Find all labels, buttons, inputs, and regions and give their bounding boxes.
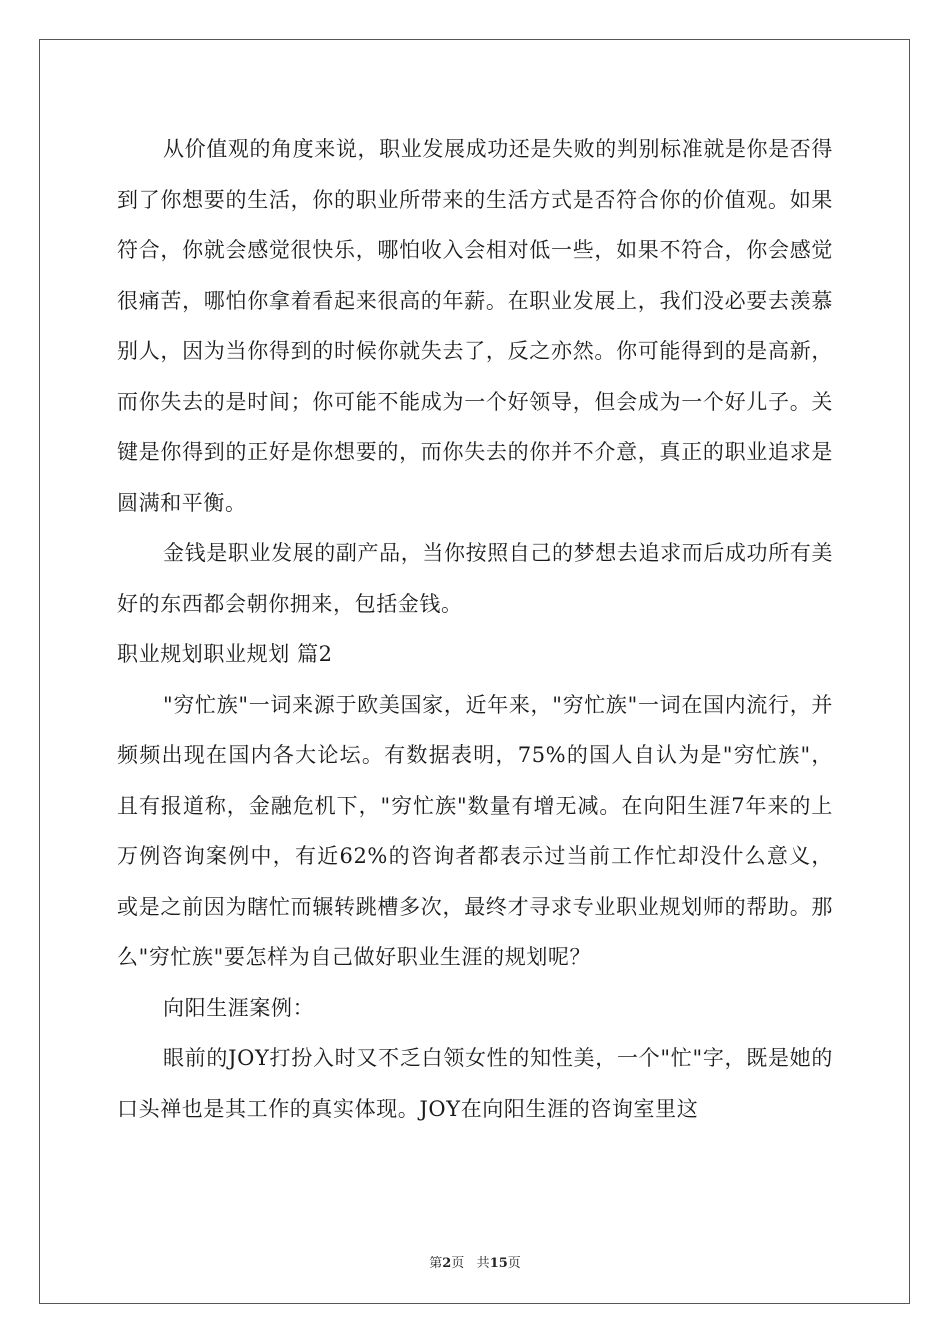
paragraph-case-title: 向阳生涯案例： <box>163 995 315 1020</box>
footer-total-prefix: 共 <box>476 1256 490 1271</box>
footer-page-prefix: 第 <box>429 1256 443 1271</box>
paragraph-money: 金钱是职业发展的副产品，当你按照自己的梦想去追求而后成功所有美好的东西都会朝你拥来，包括金钱。 <box>117 541 833 616</box>
paragraph-values: 从价值观的角度来说，职业发展成功还是失败的判别标准就是你是否得到了你想要的生活，你的职业所带来的生活方式是否符合你的价值观。如果符合，你就会感觉很快乐，哪怕收入会相对低一些，如果不符合，你会感觉很痛苦，哪怕你拿着看起来很高的年薪。在职业发展上，我们没必要去羡慕别人，因为当你得到的时候你就失去了，反之亦然。你可能得到的是高新，而你失去的是时间；你可能不能成为一个好领导，但会成为一个好儿子。关键是你得到的正好是你想要的，而你失去的你并不介意，真正的职业追求是圆满和平衡。 <box>117 137 833 515</box>
section-heading: 职业规划职业规划 篇2 <box>117 642 333 666</box>
footer-total-suffix: 页 <box>507 1256 521 1271</box>
paragraph-working-poor: "穷忙族"一词来源于欧美国家，近年来，"穷忙族"一词在国内流行，并频频出现在国内各大论坛。有数据表明，75%的国人自认为是"穷忙族"，且有报道称，金融危机下，"穷忙族"数量有增无减。在向阳生涯7年来的上万例咨询案例中，有近62%的咨询者都表示过当前工作忙却没什么意义，或是之前因为瞎忙而辗转跳槽多次，最终才寻求专业职业规划师的帮助。那么"穷忙族"要怎样为自己做好职业生涯的规划呢？ <box>117 692 833 969</box>
document-body <box>117 124 833 1134</box>
paragraph-joy-case: 眼前的JOY打扮入时又不乏白领女性的知性美，一个"忙"字，既是她的口头禅也是其工作的真实体现。JOY在向阳生涯的咨询室里这 <box>117 1046 833 1121</box>
footer-page-number: 2 <box>442 1256 452 1271</box>
footer-page-suffix: 页 <box>451 1256 465 1271</box>
footer-total-pages: 15 <box>489 1256 508 1271</box>
page-footer <box>0 1252 950 1271</box>
